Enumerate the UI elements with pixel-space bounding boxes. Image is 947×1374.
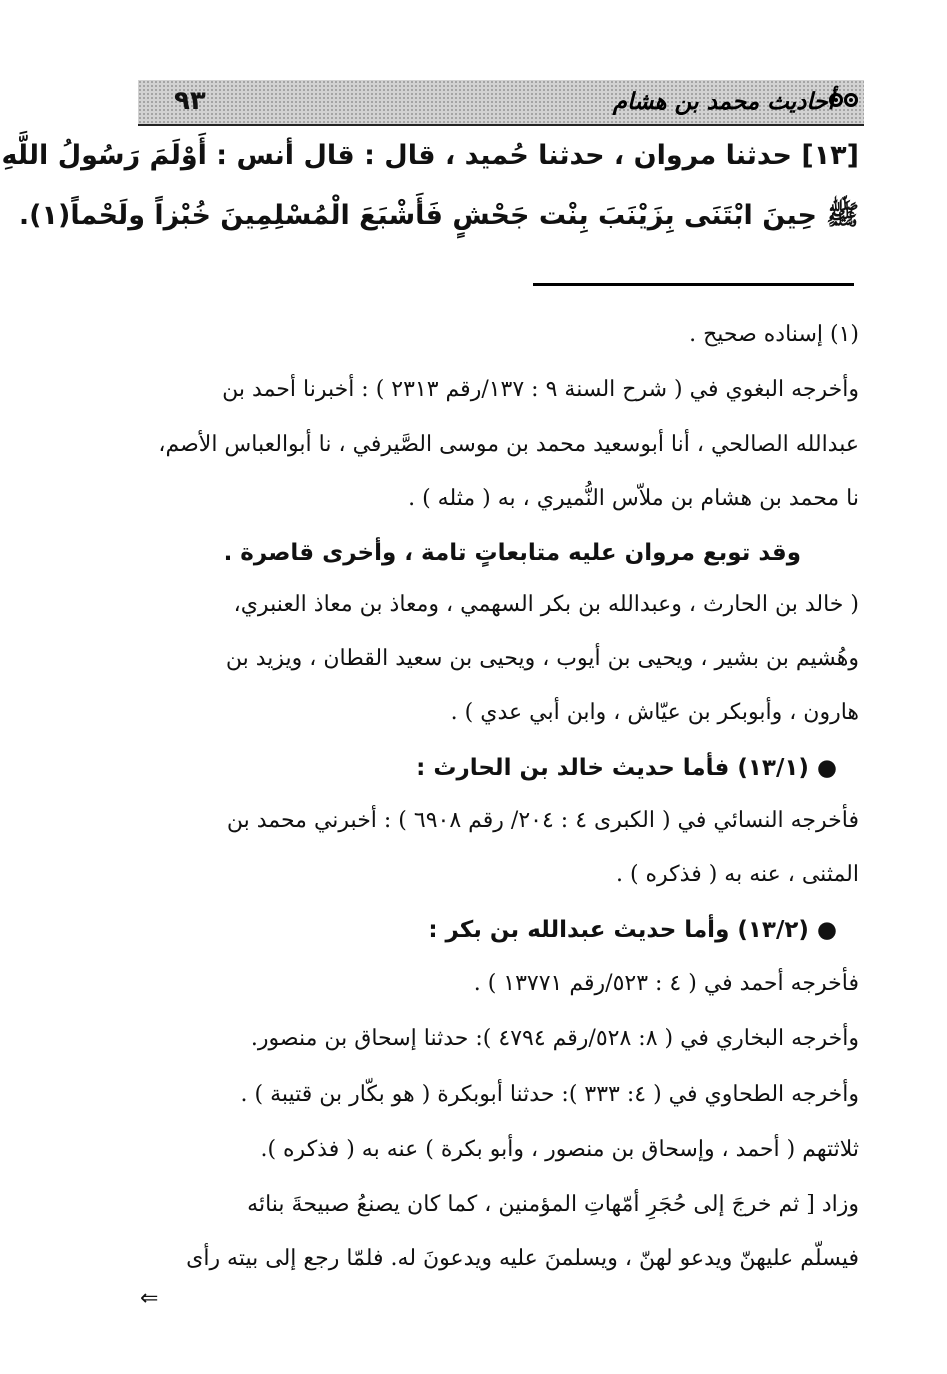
footnote-line: وأخرجه البغوي في ( شرح السنة ٩ : ١٣٧/رقم ٢٣١٣ ) : أخبرنا أحمد بن [222,377,859,402]
footnote-line: فيسلّم عليهنّ ويدعو لهنّ ، ويسلمنَ عليه ويدعونَ له. فلمّا رجع إلى بيته رأى [186,1246,859,1271]
footnote-line: ( خالد بن الحارث ، وعبدالله بن بكر السهمي ، ومعاذ بن معاذ العنبري، [233,592,859,617]
hadith-line: ﷺ حِينَ ابْتَنَى بِزَيْنَبَ بِنْت جَحْشٍ فَأَشْبَعَ الْمُسْلِمِينَ خُبْزاً ولَحْماً(١). [18,200,859,231]
footnote-line: وأخرجه الطحاوي في ( ٤: ٣٣٣ ): حدثنا أبوبكرة ( هو بكّار بن قتيبة ) . [240,1082,859,1107]
footnote-line: وزاد [ ثم خرجَ إلى حُجَرِ أمّهاتِ المؤمنين ، كما كان يصنعُ صبيحةَ بنائه [247,1192,859,1217]
footnote-line: المثنى ، عنه به ( فذكره ) . [615,862,859,887]
section-heading: وقد توبع مروان عليه متابعاتٍ تامة ، وأخرى قاصرة . [223,540,801,566]
subsection-heading: ● (١٣/٢) وأما حديث عبدالله بن بكر : [428,917,837,943]
subsection-heading: ● (١٣/١) فأما حديث خالد بن الحارث : [416,755,837,781]
footnote-line: فأخرجه أحمد في ( ٤ : ٥٢٣/رقم ١٣٧٧١ ) . [473,971,859,996]
footnote-line: عبدالله الصالحي ، أنا أبوسعيد محمد بن موسى الصَّيرفي ، نا أبوالعباس الأصم، [158,432,859,457]
page-header [138,80,864,126]
running-title: أحاديث محمد بن هشام [612,89,834,115]
footnote-line: (١) إسناده صحيح . [689,322,859,347]
footnote-line: هارون ، وأبوبكر بن عيّاش ، وابن أبي عدي ) . [450,700,859,725]
footnote-line: وأخرجه البخاري في ( ٨: ٥٢٨/رقم ٤٧٩٤ ): حدثنا إسحاق بن منصور. [250,1026,859,1051]
page-number: ٩٣ [174,86,206,116]
footnote-line: فأخرجه النسائي في ( الكبرى ٤ : ٢٠٤/ رقم ٦٩٠٨ ) : أخبرني محمد بن [226,808,859,833]
footnote-separator [533,283,854,286]
footnote-line: وهُشيم بن بشير ، ويحيى بن أيوب ، ويحيى بن سعيد القطان ، ويزيد بن [225,646,859,671]
footnote-line: نا محمد بن هشام بن ملاّس النُّميري ، به ( مثله ) . [408,486,859,511]
footnote-line: ثلاثتهم ( أحمد ، وإسحاق بن منصور ، وأبو بكرة ) عنه به ( فذكره ). [260,1137,859,1162]
continuation-arrow-icon: ⇐ [140,1286,159,1311]
hadith-line: [١٣] حدثنا مروان ، حدثنا حُميد ، قال : قال أنس : أَوْلَمَ رَسُولُ اللَّهِ [1,140,859,171]
